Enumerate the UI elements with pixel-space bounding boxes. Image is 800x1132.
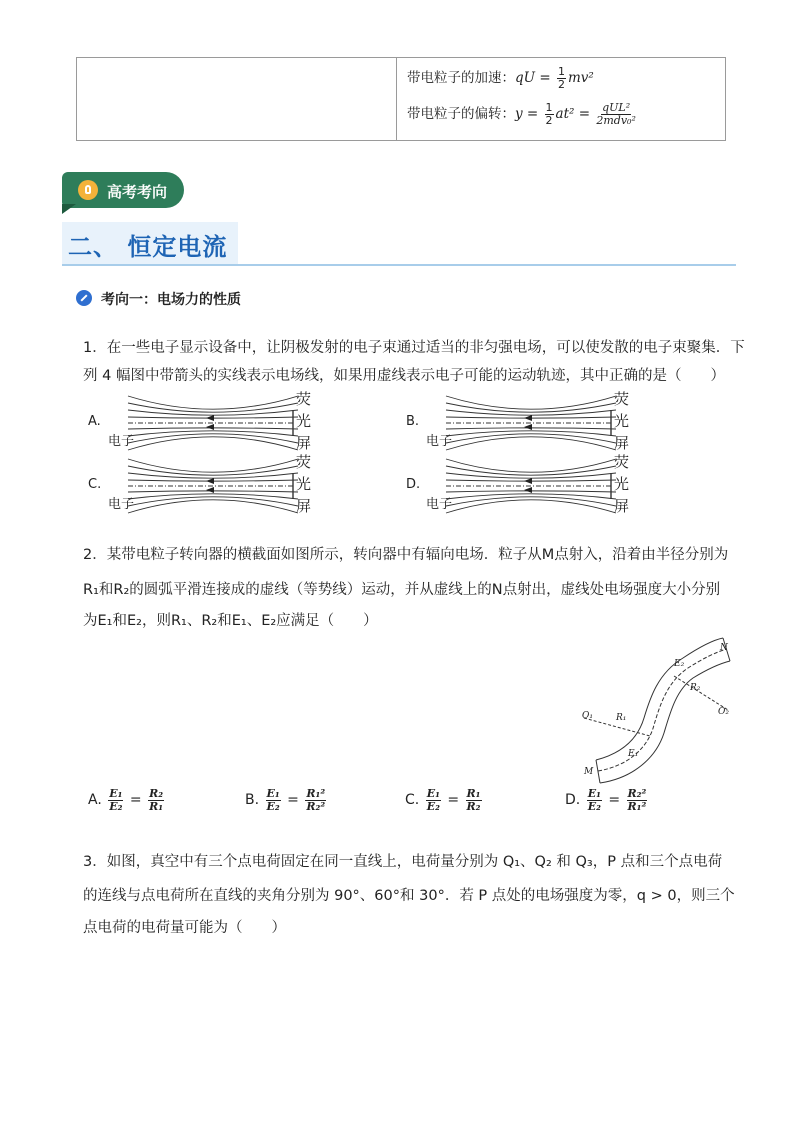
subheading-label: 考向一：电场力的性质 <box>101 292 241 308</box>
q2-option-c[interactable]: C. $\frac{\text{E₁}}{\text{E₂}}$ = $\frac{\text{R₁}}{\text{R₂}}$ <box>405 787 481 813</box>
q2-option-d[interactable]: D. $\frac{\text{E₁}}{\text{E₂}}$ = $\frac{\text{R₂²}}{\text{R₁²}}$ <box>565 787 647 813</box>
label-o1: O₁ <box>582 711 593 721</box>
q1-line1: 1．在一些电子显示设备中，让阴极发射的电子束通过适当的非匀强电场，可以使发散的电子束聚集．下 <box>83 340 745 356</box>
q1-option-c[interactable] <box>88 455 318 517</box>
q2-line1: 2．某带电粒子转向器的横截面如图所示，转向器中有辐向电场．粒子从M点射入，沿着由半径分别为 <box>83 547 729 563</box>
label-r1: R₁ <box>616 713 627 723</box>
acceleration-formula: 带电粒子的加速：qU = $\frac{1}{2}$ mv² <box>407 65 594 91</box>
deflector-outer-edge <box>596 638 723 760</box>
option-letter: A. <box>88 792 102 809</box>
radius-r2-line <box>674 676 728 710</box>
field-lines-diagram <box>88 392 298 454</box>
field-lines-diagram <box>406 455 616 517</box>
q1-option-a[interactable] <box>88 392 318 454</box>
section-underline <box>62 264 736 266</box>
label-e1: E₁ <box>628 749 639 759</box>
badge-tail <box>62 204 76 214</box>
electron-label: 电子 <box>108 434 135 449</box>
q2-line2: R₁和R₂的圆弧平滑连接成的虚线（等势线）运动，并从虚线上的N点射出，虚线处电场强度大小分别 <box>83 582 721 598</box>
label-o2: O₂ <box>718 707 729 717</box>
deflector-dashed-path <box>598 649 727 771</box>
q2-option-b[interactable]: B. $\frac{\text{E₁}}{\text{E₂}}$ = $\frac{\text{R₁²}}{\text{R₂²}}$ <box>245 787 326 813</box>
deflection-formula: 带电粒子的偏转：y = $\frac{1}{2}$ at² = $\frac{\text{qUL²}}{\text{2mdv₀²}}$ <box>407 101 636 127</box>
field-lines-diagram <box>88 455 298 517</box>
option-letter: D. <box>406 477 421 492</box>
table-divider <box>396 58 397 140</box>
label-n: N <box>720 643 728 653</box>
option-letter: B. <box>406 414 420 429</box>
screen-label: 荧 光 屏 <box>614 453 630 515</box>
screen-label: 荧 光 屏 <box>296 390 312 452</box>
option-letter: A. <box>88 414 101 429</box>
q3-line2: 的连线与点电荷所在直线的夹角分别为 90°、60°和 30°．若 P 点处的电场强度为零，q > 0，则三个 <box>83 888 735 904</box>
screen-label: 荧 光 屏 <box>614 390 630 452</box>
option-letter: C. <box>405 792 420 809</box>
electron-label: 电子 <box>108 497 135 512</box>
q1-line2: 列 4 幅图中带箭头的实线表示电场线，如果用虚线表示电子可能的运动轨迹，其中正确的是（ ） <box>83 368 725 384</box>
pencil-icon <box>76 290 92 306</box>
option-letter: D. <box>565 792 581 809</box>
formula-table <box>76 57 726 141</box>
q1-option-d[interactable] <box>406 455 636 517</box>
label-e2: E₂ <box>674 659 685 669</box>
section-title: 二、 恒定电流 <box>68 233 228 261</box>
badge-label: 高考考向 <box>107 183 168 201</box>
electron-label: 电子 <box>426 434 453 449</box>
half-fraction: $\frac{1}{2}$ <box>557 65 565 91</box>
electron-label: 电子 <box>426 497 453 512</box>
q3-line1: 3．如图，真空中有三个点电荷固定在同一直线上，电荷量分别为 Q₁、Q₂ 和 Q₃，P 点和三个点电荷 <box>83 854 723 870</box>
option-letter: C. <box>88 477 102 492</box>
q2-line3: 为E₁和E₂，则R₁、R₂和E₁、E₂应满足（ ） <box>83 613 378 629</box>
q2-option-a[interactable]: A. $\frac{\text{E₁}}{\text{E₂}}$ = $\frac{\text{R₂}}{\text{R₁}}$ <box>88 787 164 813</box>
deflector-figure <box>578 628 738 788</box>
label-r2: R₂ <box>690 683 701 693</box>
option-letter: B. <box>245 792 260 809</box>
q1-option-b[interactable] <box>406 392 636 454</box>
acceleration-label: 带电粒子的加速： <box>407 70 515 87</box>
field-lines-diagram <box>406 392 616 454</box>
screen-label: 荧 光 屏 <box>296 453 312 515</box>
acceleration-lhs: qU <box>515 70 536 87</box>
deflection-label: 带电粒子的偏转： <box>407 106 515 123</box>
lightbulb-icon <box>78 180 98 200</box>
acceleration-rhs: mv² <box>567 70 594 87</box>
label-m: M <box>584 767 594 777</box>
q3-line3: 点电荷的电荷量可能为（ ） <box>83 920 286 936</box>
